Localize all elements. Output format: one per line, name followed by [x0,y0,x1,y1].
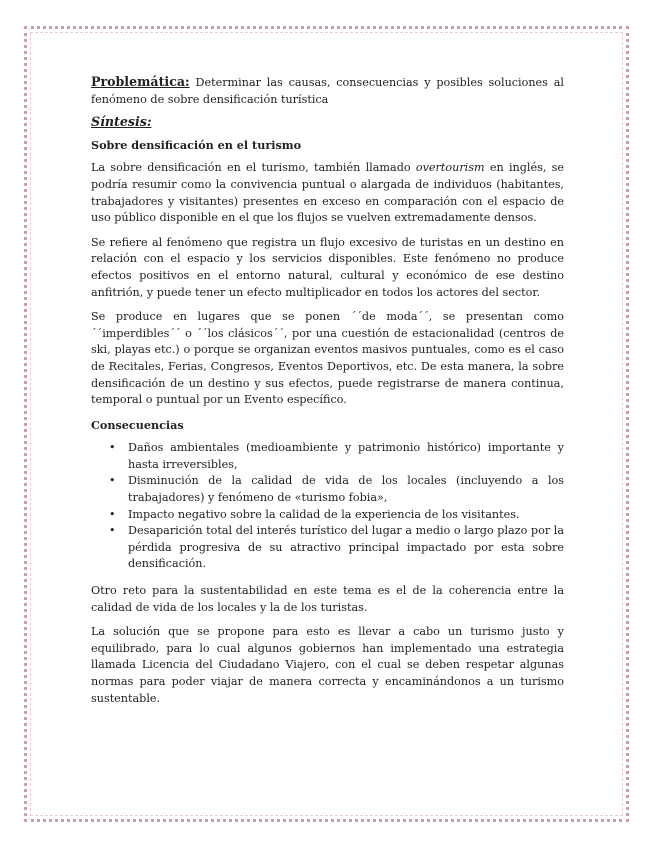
bullet-icon: • [109,441,116,455]
list-item [91,507,564,524]
overtourism-term: overtourism [415,161,485,175]
problem-statement [91,74,564,108]
list-item-text: Daños ambientales (medioambiente y patrimonio histórico) importante y hasta irreversibles, [128,441,564,471]
section-title: Sobre densificación en el turismo [91,137,302,152]
document-body [91,74,564,715]
list-item-text: Disminución de la calidad de vida de los locales (incluyendo a los trabajadores) y fenómeno de «turismo fobia», [128,474,564,505]
bullet-icon: • [109,524,116,538]
synthesis-heading: Síntesis: [91,114,152,130]
list-item [91,523,564,573]
paragraph-solution: La solución que se propone para esto es llevar a cabo un turismo justo y equilibrado, para lo cual algunos gobiernos han implementado una estrategia llamada Licencia del Ciudadano Viajero, con el cual se deben respetar algunas normas para poder viajar de manera correcta y encaminándonos a un turismo sustentable. [91,625,564,705]
list-item-text: Desaparición total del interés turístico del lugar a medio o largo plazo por la pérdida progresiva de su atractivo principal impactado por esta sobre densificación. [128,524,564,571]
paragraph-definition-start: La sobre densificación en el turismo, también llamado [91,161,416,175]
list-item [91,440,564,473]
paragraph-definition-end: en inglés, se podría resumir como la convivencia puntual o alargada de individuos (habitantes, trabajadores y visitantes) presentes en exceso en comparación con el espacio de uso público disponible en el que los flujos se vuelven extremadamente densos. [91,161,564,225]
consequences-title: Consecuencias [91,417,184,432]
problem-label: Problemática: [91,74,190,89]
list-item-text: Impacto negativo sobre la calidad de la experiencia de los visitantes. [128,507,520,521]
paragraph-causes: Se produce en lugares que se ponen ´´de moda´´, se presentan como ´´imperdibles´´ o ´´los clásicos´´, por una cuestión de estacionalidad (centros de ski, playas etc.) o porque se organizan eventos masivos puntuales, como es el caso de Recitales, Ferias, Congresos, Eventos Deportivos, etc. De esta manera, la sobre densificación de un destino y sus efectos, puede registrarse de manera continua, temporal o puntual por un Evento específico. [91,310,564,407]
problem-text: Determinar las causas, consecuencias y posibles soluciones al fenómeno de sobre densificación turística [91,76,564,106]
paragraph-sustainability: Otro reto para la sustentabilidad en este tema es el de la coherencia entre la calidad de vida de los locales y la de los turistas. [91,584,564,614]
consequences-list [91,440,564,573]
paragraph-definition [91,160,564,226]
list-item [91,473,564,506]
bullet-icon: • [109,474,116,488]
bullet-icon: • [109,507,116,521]
paragraph-phenomenon: Se refiere al fenómeno que registra un flujo excesivo de turistas en un destino en relación con el espacio y los servicios disponibles. Este fenómeno no produce efectos positivos en el entorno natural, cultural y económico de ese destino anfitrión, y puede tener un efecto multiplicador en todos los actores del sector. [91,235,564,299]
